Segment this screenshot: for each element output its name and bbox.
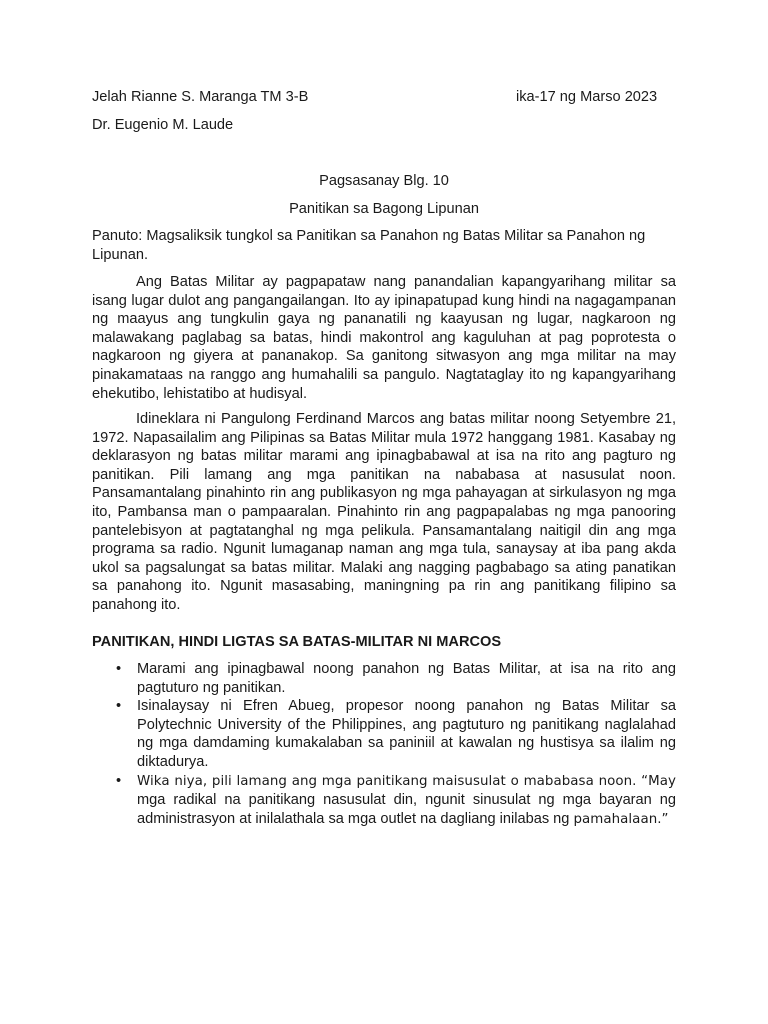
document-date: ika-17 ng Marso 2023 (516, 89, 658, 105)
section-heading: PANITIKAN, HINDI LIGTAS SA BATAS-MILITAR NI MARCOS (92, 634, 502, 650)
paragraph-2: Idineklara ni Pangulong Ferdinand Marcos ang batas militar noong Setyembre 21, 1972. Napasailalim ang Pilipinas sa Batas Militar mula 1972 hanggang 1981. Kasabay ng deklarasyon ng batas militar marami ang ipinagbabawal at isa na rito ang pagturo ng panitikan. Pili lamang ang mga panitikan na nababasa at nasusulat noon. Pansamantalang pinahinto rin ang publikasyon ng mga pahayagan at sirkulasyon ng mga ito, Pambansa man o pampaaralan. Pinahinto rin ang pagpapalabas ng mga panooring pantelebisyon at pagtatanghal ng mga pelikula. Pansamantalang naitigil din ang mga programa sa radio. Ngunit lumaganap naman ang mga tula, sanaysay at iba pang akda ukol sa pagsalungat sa batas militar. Malaki ang nagging pagbabago sa ating panatikan sa panahong ito. Ngunit masasabing, maningning pa rin ang panitikang filipino sa panahong ito. (92, 411, 676, 613)
bullet-list (92, 660, 676, 829)
header-author-row (92, 88, 676, 108)
instructions-text: Panuto: Magsaliksik tungkol sa Panitikan sa Panahon ng Batas Militar sa Panahon ng Lipunan. (92, 228, 646, 263)
bullet-text-quote-body: mga radikal na panitikang nasusulat din, ngunit sinusulat ng mga bayaran ng administrasyon at inilalathala sa mga outlet na dagliang inilabas ng (137, 792, 676, 827)
bullet-marker: • (116, 661, 122, 677)
bullet-text-quote-end: pamahalaan.” (573, 811, 669, 827)
list-item (92, 697, 676, 771)
author-line: Jelah Rianne S. Maranga TM 3-B (92, 89, 309, 105)
instructor-name: Dr. Eugenio M. Laude (92, 117, 234, 133)
exercise-title: Pagsasanay Blg. 10 (319, 173, 449, 189)
paragraph-1: Ang Batas Militar ay pagpapataw nang panandalian kapangyarihang militar sa isang lugar dulot ang pangangailangan. Ito ay ipinapatupad kung hindi na nagagampanan ng maayus ang tungkulin gaya ng pananatili ng kaayusan ng lugar, nagkaroon ng malawakang paglabag sa batas, hindi makontrol ang kaguluhan at pag poprotesta o nagkaroon ng giyera at pananakop. Sa ganitong sitwasyon ang mga militar na may pinakamataas na ranggo ang humahalili sa pangulo. Nagtataglay ito ng kapangyarihang ehekutibo, lehistatibo at hudisyal. (92, 274, 676, 402)
bullet-marker: • (116, 772, 122, 789)
bullet-text: Isinalaysay ni Efren Abueg, propesor noong panahon ng Batas Militar sa Polytechnic University of the Philippines, ang pagtuturo ng panitikang naglalahad ng mga damdaming kumakalaban sa paniniil at kawalan ng hustisya sa ilalim ng diktadurya. (137, 698, 676, 770)
bullet-text-quote-intro: Wika niya, pili lamang ang mga panitikang maisusulat o mababasa noon. “May (137, 773, 676, 789)
bullet-text: Marami ang ipinagbawal noong panahon ng Batas Militar, at isa na rito ang pagtuturo ng panitikan. (137, 661, 676, 696)
topic-title: Panitikan sa Bagong Lipunan (289, 201, 479, 217)
list-item (92, 660, 676, 697)
list-item (92, 772, 676, 830)
bullet-marker: • (116, 698, 122, 715)
